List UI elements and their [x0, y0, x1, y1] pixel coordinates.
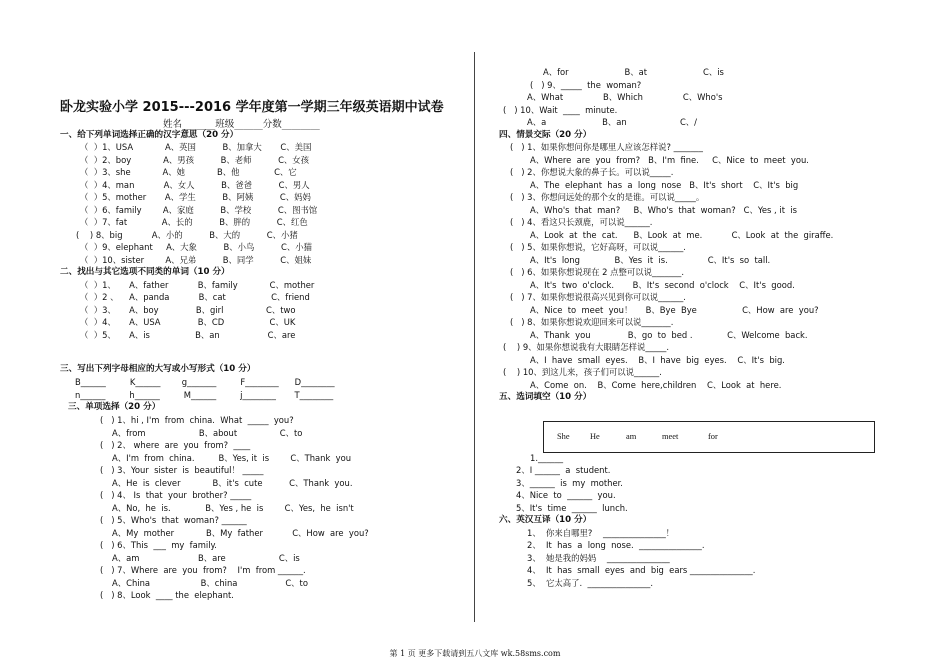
question-line: A、It's long B、Yes it is. C、It's so tall.: [530, 255, 771, 265]
question-line: ( ) 2、 where are you from? ____: [100, 440, 251, 450]
word-bank-box: [543, 421, 875, 453]
question-line: 5、It's time ______ lunch.: [516, 503, 628, 513]
question-line: n______ h______ M______ j________ T________: [75, 390, 334, 400]
question-line: ( ) 4、 Is that your brother? _____: [100, 490, 252, 500]
question-line: ( ) 7、Where are you from? I'm from ______.: [100, 565, 306, 575]
question-line: A、Nice to meet you！ B、Bye Bye C、How are you?: [530, 305, 819, 315]
question-line: 4、 It has small eyes and big ears _______________.: [527, 565, 756, 575]
question-line: （ ）6、family A、家庭 B、学校 C、图书馆: [80, 205, 318, 215]
section-heading: 三、写出下列字母相应的大写或小写形式（10 分）: [60, 364, 256, 374]
question-line: ( ) 6、如果你想说现在 2 点整可以说_______.: [510, 267, 685, 277]
question-line: （ ）2 、 A、panda B、cat C、friend: [80, 292, 310, 302]
question-line: （ ）2、boy A、男孩 B、老师 C、女孩: [80, 155, 310, 165]
question-line: 2、I ______ a student.: [516, 465, 611, 475]
question-line: ( ) 8、如果你想说欢迎回来可以说_______.: [510, 317, 674, 327]
question-line: A、Thank you B、go to bed . C、Welcome back.: [530, 330, 808, 340]
question-line: （ ）3、 A、boy B、girl C、two: [80, 305, 296, 315]
question-line: 1.______: [530, 453, 564, 463]
question-line: A、I'm from china. B、Yes, it is C、Thank you: [112, 453, 352, 463]
question-line: 3、 她是我的妈妈 _______________: [527, 553, 670, 563]
question-line: ( ) 5、如果你想说，它好高呀，可以说______.: [510, 242, 686, 252]
word-bank-item: meet: [662, 432, 679, 441]
word-bank-item: am: [626, 432, 637, 441]
section-heading: 四、情景交际（20 分）: [499, 130, 592, 140]
question-line: （ ）1、USA A、英国 B、加拿大 C、美国: [80, 142, 312, 152]
question-line: ( ) 4、看这只长颈鹿，可以说______.: [510, 217, 653, 227]
question-line: B______ K______ g_______ F________ D________: [75, 377, 335, 387]
question-line: （ ）5、 A、is B、an C、are: [80, 330, 296, 340]
exam-title: 卧龙实验小学 2015---2016 学年度第一学期三年级英语期中试卷: [60, 100, 444, 115]
question-line: ( ) 9、_____ the woman?: [530, 80, 642, 90]
question-line: （ ）5、mother A、学生 B、阿姨 C、妈妈: [80, 192, 311, 202]
question-line: 1、 你来自哪里? _______________！: [527, 528, 675, 538]
section-heading: 一、给下列单词选择正确的汉字意思（20 分）: [60, 130, 239, 140]
question-line: A、from B、about C、to: [112, 428, 303, 438]
question-line: A、a B、an C、/: [527, 117, 697, 127]
section-heading: 五、选词填空（10 分）: [499, 392, 592, 402]
question-line: ( ) 5、Who's that woman? ______: [100, 515, 247, 525]
question-line: ( ) 10、Wait ____ minute.: [503, 105, 618, 115]
page-footer: 第 1 页 更多下载请到五八文库 wk.58sms.com: [389, 649, 561, 658]
question-line: ( ) 9、如果你想说我有大眼睛怎样说_____.: [503, 342, 670, 352]
question-line: ( ) 1、hi , I'm from china. What _____ you?: [100, 415, 294, 425]
question-line: ( ) 6、This ___ my family.: [100, 540, 217, 550]
question-line: （ ）7、fat A、长的 B、胖的 C、红色: [80, 217, 308, 227]
question-line: A、It's two o'clock. B、It's second o'clock C、It's good.: [530, 280, 795, 290]
word-bank-item: He: [590, 432, 600, 441]
question-line: A、What B、Which C、Who's: [527, 92, 723, 102]
question-line: ( ) 8、big A、小的 B、大的 C、小猪: [76, 230, 298, 240]
question-line: A、Come on. B、Come here,children C、Look at here.: [530, 380, 782, 390]
question-line: （ ）1、 A、father B、family C、mother: [80, 280, 315, 290]
question-line: ( ) 3、Your sister is beautiful！ _____: [100, 465, 264, 475]
question-line: ( ) 2、你想说大象的鼻子长。可以说_____.: [510, 167, 674, 177]
question-line: A、am B、are C、is: [112, 553, 300, 563]
question-line: A、Where are you from? B、I'm fine. C、Nice to meet you.: [530, 155, 809, 165]
question-line: A、My mother B、My father C、How are you?: [112, 528, 369, 538]
question-line: A、for B、at C、is: [543, 67, 724, 77]
section-heading: 二、找出与其它选项不同类的单词（10 分）: [60, 267, 230, 277]
question-line: A、Who's that man? B、Who's that woman? C、Yes , it is: [530, 205, 798, 215]
question-line: ( ) 10、到这儿来，孩子们可以说______.: [503, 367, 662, 377]
question-line: ( ) 7、如果你想说很高兴见到你可以说______.: [510, 292, 686, 302]
section-heading: 六、英汉互译（10 分）: [499, 515, 592, 525]
word-bank-item: for: [708, 432, 718, 441]
column-divider: [474, 52, 475, 622]
question-line: 3、______ is my mother.: [516, 478, 623, 488]
question-line: 2、 It has a long nose. _______________.: [527, 540, 705, 550]
question-line: ( ) 3、你想问远处的那个女的是谁。可以说_____。: [510, 192, 705, 202]
question-line: A、China B、china C、to: [112, 578, 308, 588]
question-line: 4、Nice to ______ you.: [516, 490, 616, 500]
question-line: A、The elephant has a long nose B、It's short C、It's big: [530, 180, 799, 190]
question-line: A、No, he is. B、Yes , he is C、Yes, he isn't: [112, 503, 354, 513]
question-line: 5、 它太高了. _______________.: [527, 578, 653, 588]
question-line: ( ) 8、Look ____ the elephant.: [100, 590, 234, 600]
question-line: （ ）4、man A、女人 B、爸爸 C、男人: [80, 180, 310, 190]
student-info-line: 姓名_______班级______分数________: [163, 119, 320, 130]
question-line: A、Look at the cat. B、Look at me. C、Look at the giraffe.: [530, 230, 834, 240]
question-line: ( ) 1、如果你想问你是哪里人应该怎样说? _______: [510, 142, 703, 152]
question-line: （ ）9、elephant A、大象 B、小鸟 C、小猫: [80, 242, 313, 252]
question-line: （ ）3、she A、她 B、他 C、它: [80, 167, 297, 177]
question-line: （ ）4、 A、USA B、CD C、UK: [80, 317, 296, 327]
word-bank-item: She: [557, 432, 570, 441]
question-line: （ ）10、sister A、兄弟 B、同学 C、姐妹: [80, 255, 312, 265]
question-line: A、I have small eyes. B、I have big eyes. C、It's big.: [530, 355, 785, 365]
section-heading: 三、单项选择（20 分）: [68, 402, 161, 412]
question-line: A、He is clever B、it's cute C、Thank you.: [112, 478, 353, 488]
